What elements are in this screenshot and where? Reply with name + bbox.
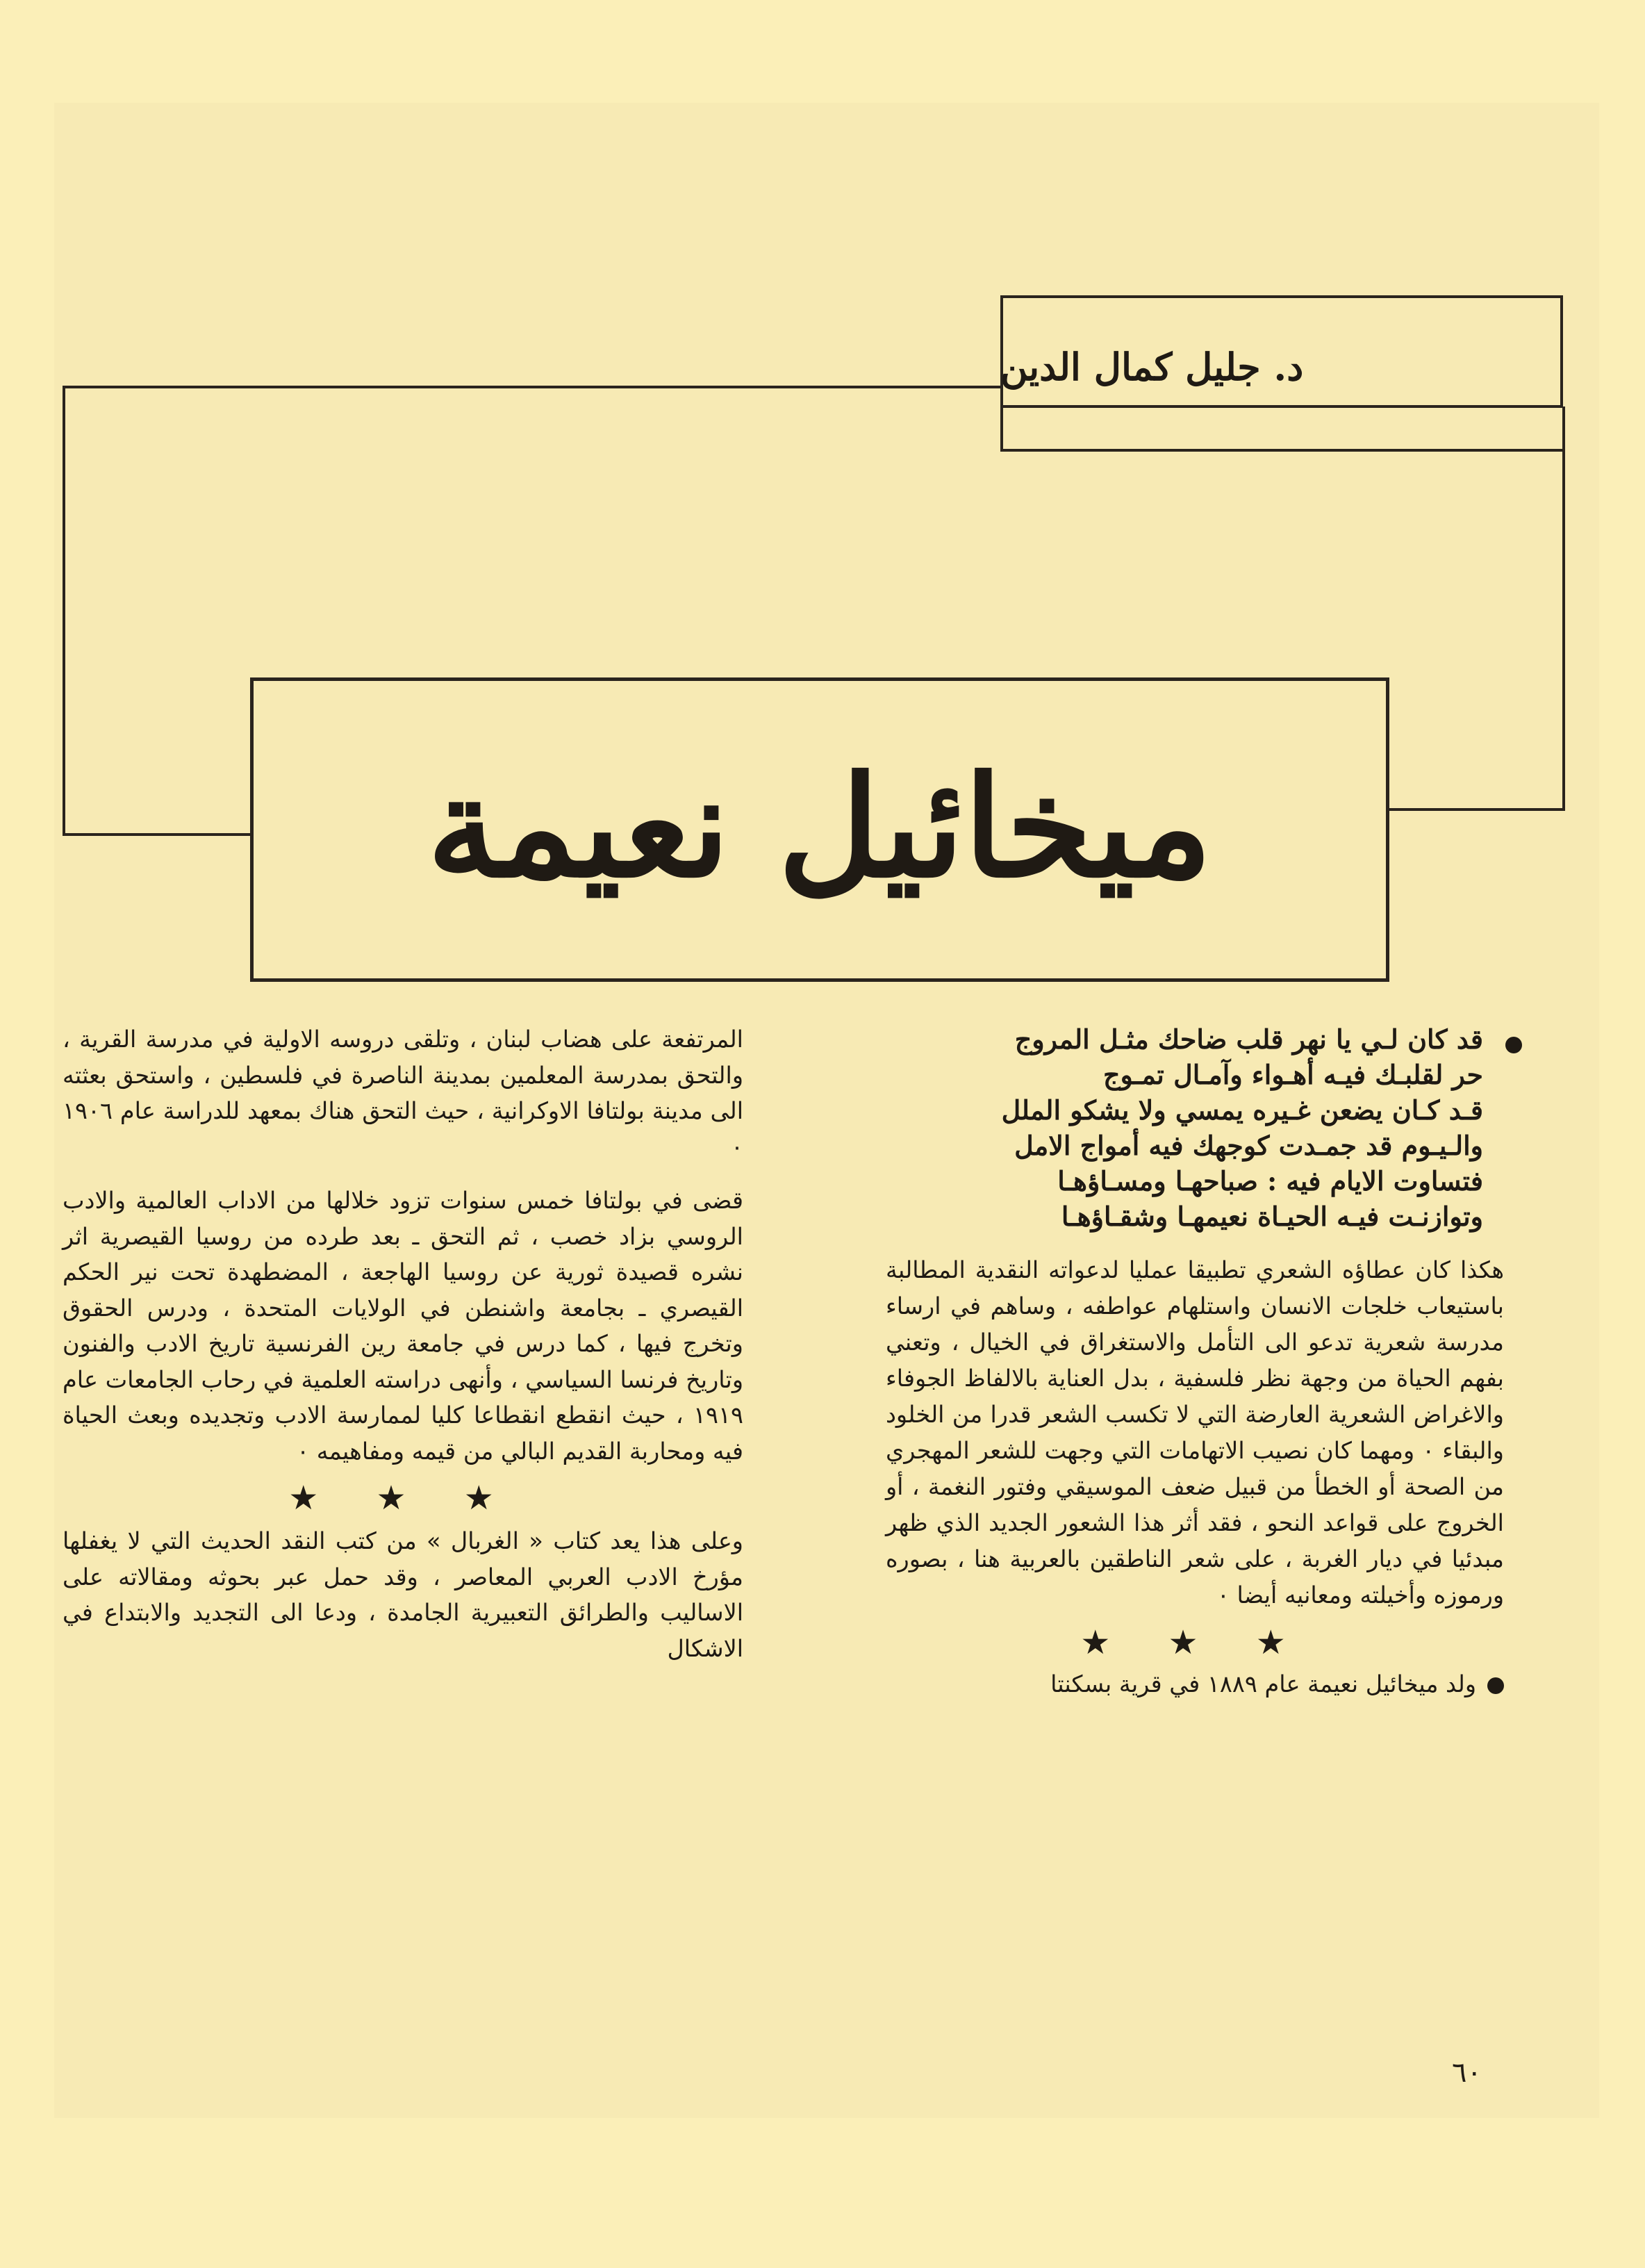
title-box-bottom <box>250 978 1389 982</box>
page-number: ٦٠ <box>1452 2057 1482 2089</box>
poem-line: قد كان لـي يا نهر قلب ضاحك مثـل المروج <box>1014 1024 1483 1055</box>
birth-line <box>886 1666 1504 1702</box>
title-box-right <box>1386 677 1389 982</box>
frame-left-vertical <box>63 386 65 836</box>
body-paragraph: قضى في بولتافا خمس سنوات تزود خلالها من الاداب العالمية والادب الروسي بزاد خصب ، ثم التحق ـ بعد طرده من روسيا القيصرية اثر نشره قصيدة ثورية عن روسيا الهاجعة ، المضطهدة تحت نير الحكم القيصري ـ بجامعة واشنطن في الولايات المتحدة ، ودرس الحقوق وتخرج فيها ، كما درس في جامعة رين الفرنسية تاريخ الادب والفنون وتاريخ فرنسا السياسي ، وأنهى دراسته العلمية في رحاب الجامعات عام ١٩١٩ ، حيث انقطع انقطاعا كليا لممارسة الادب وتجديده وبعث الحياة فيه ومحاربة القديم البالي من قيمه ومفاهيمه ٠ <box>63 1187 743 1465</box>
author-box-right <box>1560 295 1563 406</box>
frame-top-left <box>63 386 1000 388</box>
author-box-bottom <box>1000 449 1563 452</box>
poem-line: حر لقلبـك فيـه أهـواء وآمـال تمـوج <box>1103 1059 1483 1090</box>
author-box-top <box>1000 295 1563 298</box>
frame-bottom-right <box>1386 808 1565 811</box>
right-column <box>886 1021 1504 1702</box>
article-title: ميخائيل نعيمة <box>427 745 1212 909</box>
poem-line: فتساوت الايام فيه : صباحهـا ومسـاؤهـا <box>1057 1165 1483 1197</box>
section-stars: ★ ★ ★ <box>288 1479 518 1518</box>
bullet-icon <box>1487 1677 1504 1694</box>
frame-right-vertical <box>1562 406 1565 811</box>
poem-block <box>886 1021 1504 1234</box>
body-paragraph: المرتفعة على هضاب لبنان ، وتلقى دروسه الاولية في مدرسة القرية ، والتحق بمدرسة المعلمين بمدينة الناصرة في فلسطين ، واستحق بعثته الى مدينة بولتافا الاوكرانية ، حيث التحق هناك بمعهد للدراسة عام ١٩٠٦ ٠ <box>63 1026 743 1160</box>
body-paragraph: هكذا كان عطاؤه الشعري تطبيقا عمليا لدعواته النقدية المطالبة باستيعاب خلجات الانسان واستلهام عواطفه ، وساهم في ارساء مدرسة شعرية تدعو الى التأمل والاستغراق في الخيال ، وتعني بفهم الحياة من وجهة نظر فلسفية ، بدل العناية بالالفاظ الجوفاء والاغراض الشعرية العارضة التي لا تكسب الشعر قدرا من الخلود والبقاء ٠ ومهما كان نصيب الاتهامات التي وجهت للشعر المهجري من الصحة أو الخطأ من قبيل ضعف الموسيقي وفتور النغمة ، أو الخروج على قواعد النحو ، فقد أثر هذا الشعور الجديد الذي ظهر مبدئيا في ديار الغربة ، على شعر الناطقين بالعربية هنا ، بصوره ورموزه وأخيلته ومعانيه أيضا ٠ <box>886 1256 1504 1609</box>
poem-line: وتوازنـت فيـه الحيـاة نعيمهـا وشقـاؤهـا <box>1061 1201 1483 1232</box>
birth-text: ولد ميخائيل نعيمة عام ١٨٨٩ في قرية بسكنتا <box>1050 1670 1476 1698</box>
body-paragraph: وعلى هذا يعد كتاب « الغربال » من كتب النقد الحديث التي لا يغفلها مؤرخ الادب العربي المعاصر ، وقد حمل عبر بحوثه ومقالاته على الاساليب والطرائق التعبيرية الجامدة ، ودعا الى التجديد والابتداع في الاشكال <box>63 1527 743 1662</box>
section-stars: ★ ★ ★ <box>1080 1623 1309 1662</box>
left-column <box>63 1021 743 1666</box>
bullet-icon <box>1505 1037 1522 1053</box>
frame-bottom-left <box>63 833 254 836</box>
title-box-top <box>250 677 1389 681</box>
poem-line: قـد كـان يضعن غـيره يمسي ولا يشكو الملل <box>1001 1094 1483 1126</box>
poem-line: والـيـوم قد جمـدت كوجهك فيه أمواج الامل <box>1014 1130 1483 1161</box>
author-name: د. جليل كمال الدين <box>1000 344 1304 389</box>
